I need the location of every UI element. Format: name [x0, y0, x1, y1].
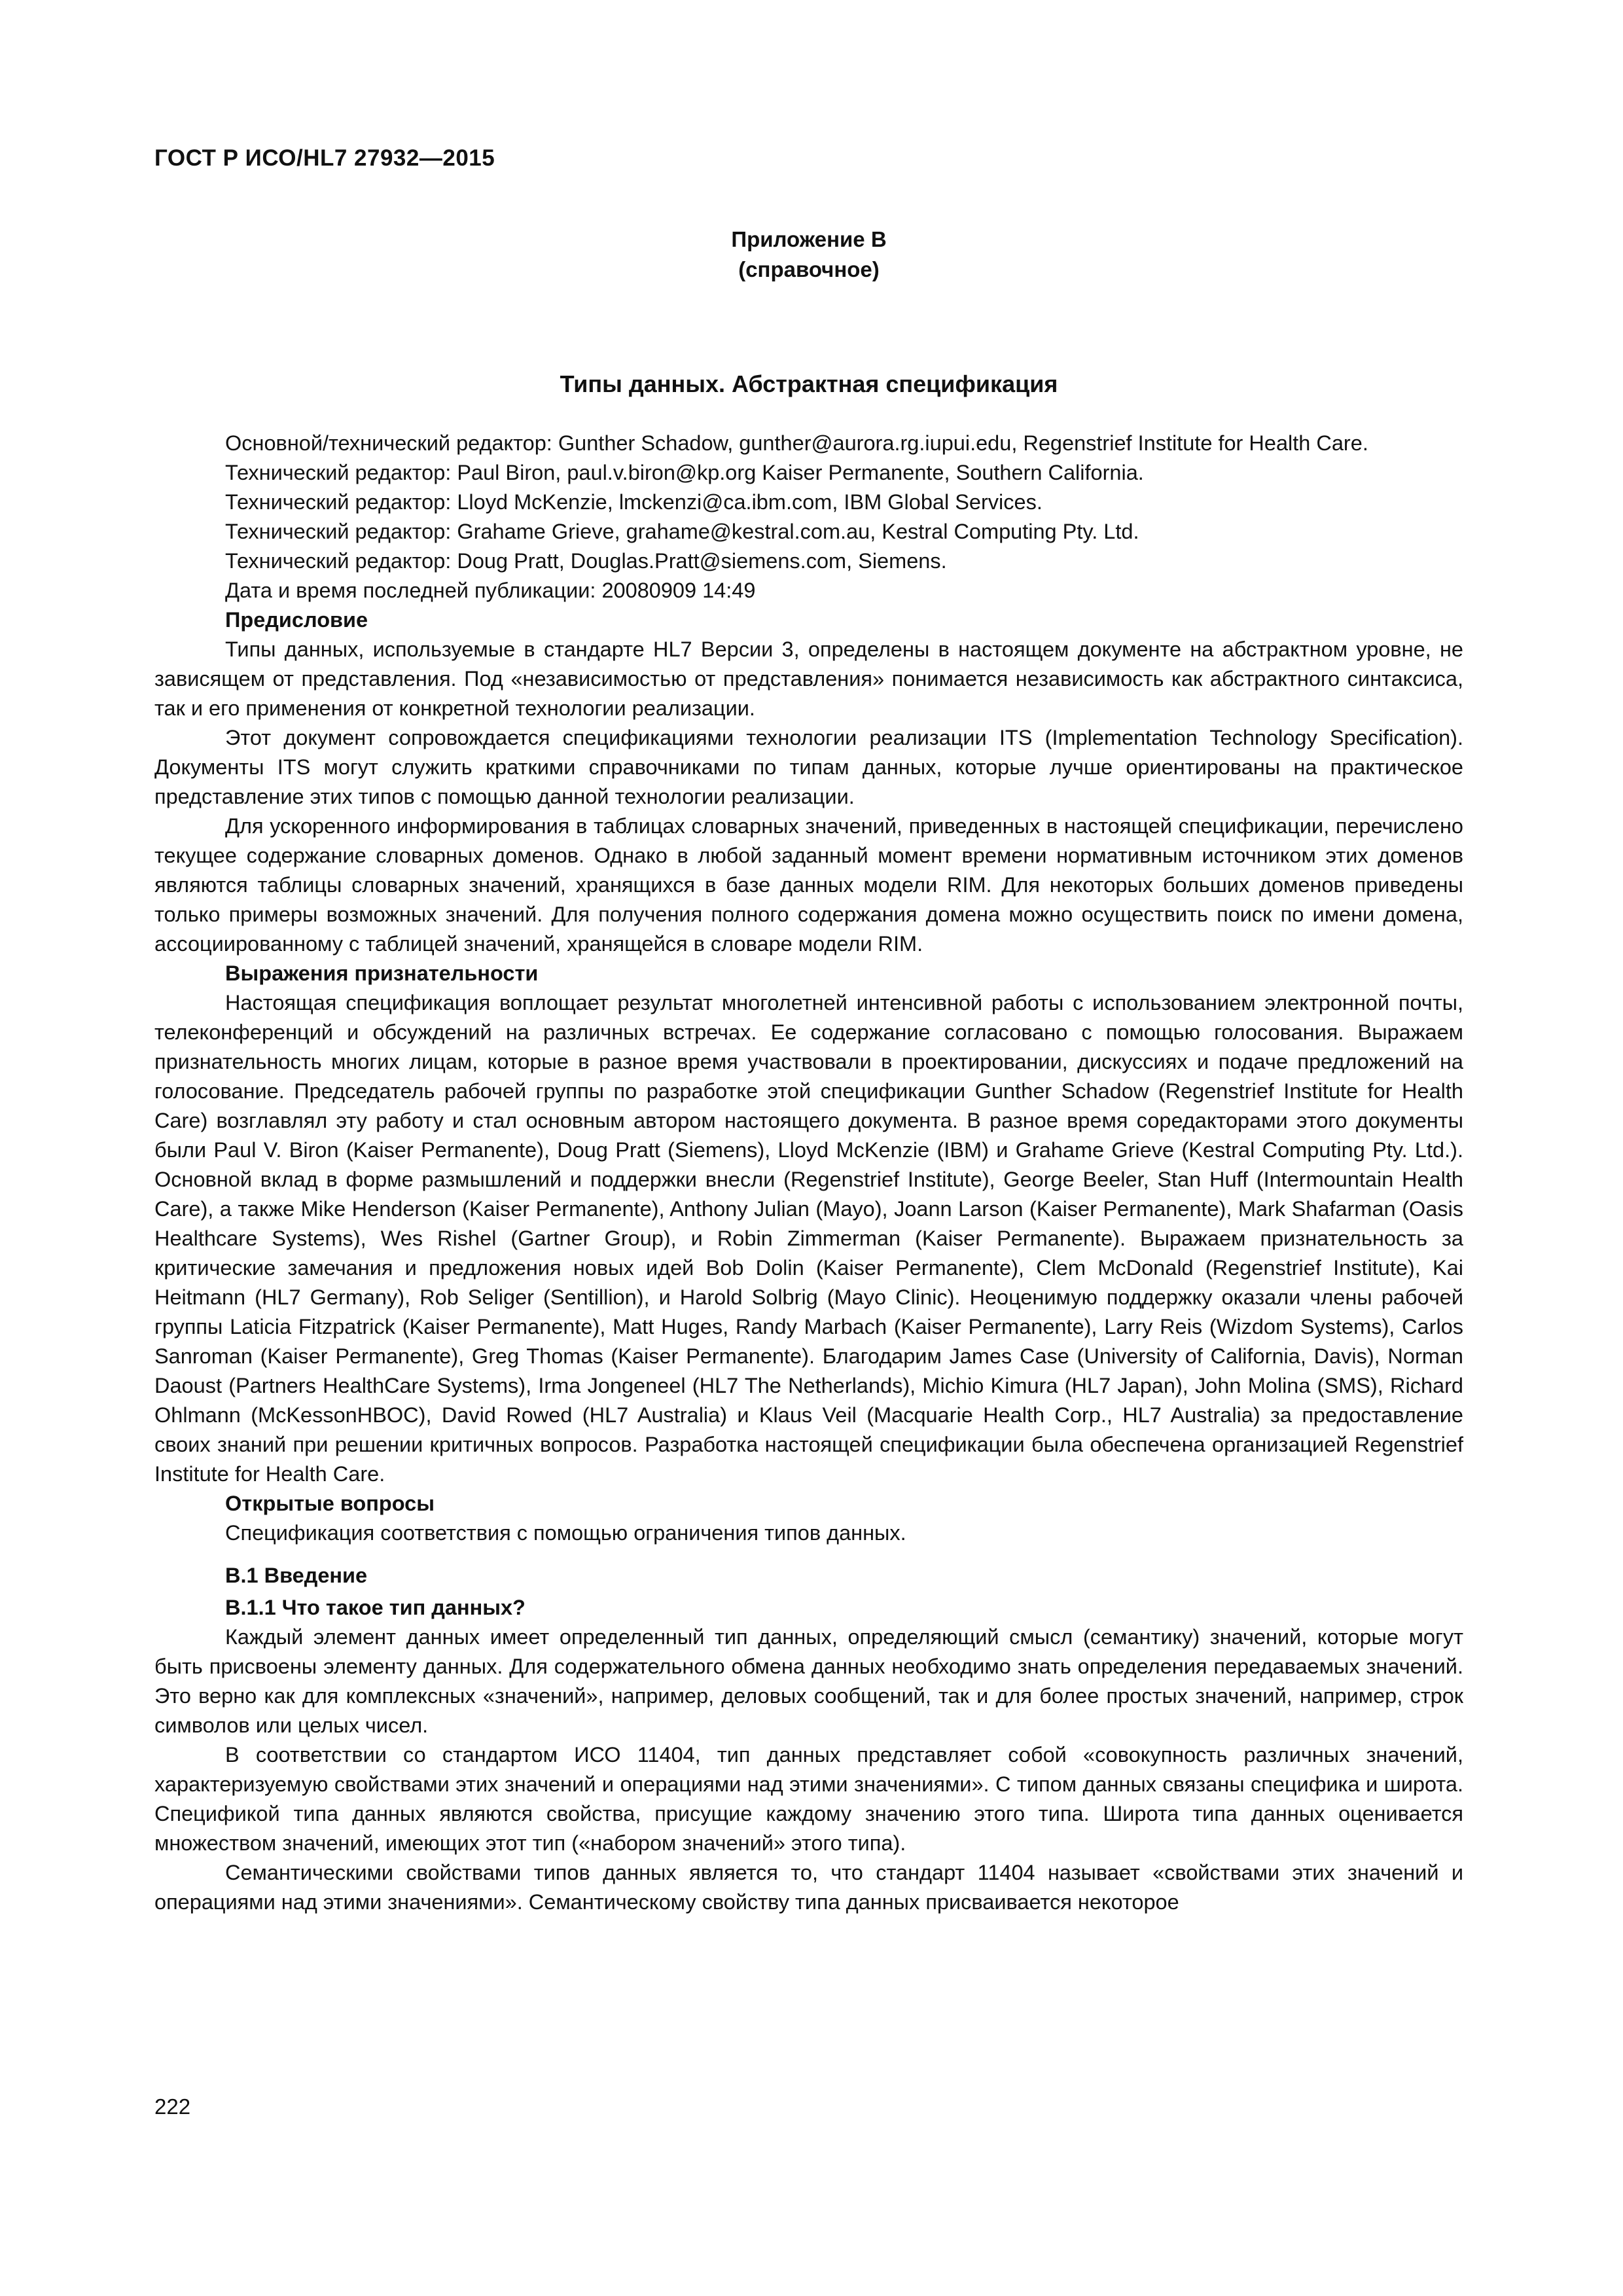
publication-date: Дата и время последней публикации: 20080909 14:49: [225, 579, 756, 602]
editor-line: Технический редактор: Doug Pratt, Douglas.Pratt@siemens.com, Siemens.: [225, 549, 947, 573]
appendix-type: (справочное): [738, 257, 880, 281]
page-number: 222: [154, 2094, 191, 2119]
section-b11-paragraph: В соответствии со стандартом ИСО 11404, тип данных представляет собой «совокупность различных значений, характеризуемую свойствами этих значений и операциями над этими значениями». С типом данных связаны специфика и широта. Спецификой типа данных являются свойства, присущие каждому значению этого типа. Широта типа данных оценивается множеством значений, имеющих этот тип («набором значений» этого типа).: [154, 1743, 1463, 1855]
section-b1-heading: В.1 Введение: [225, 1564, 368, 1587]
section-b11-heading: В.1.1 Что такое тип данных?: [225, 1596, 526, 1619]
foreword-paragraph: Типы данных, используемые в стандарте HL7 Версии 3, определены в настоящем документе на абстрактном уровне, не зависящем от представления. Под «независимостью от представления» понимается независимость как абстрактного синтаксиса, так и его применения от конкретной технологии реализации.: [154, 637, 1463, 720]
document-body: [154, 429, 1463, 1917]
appendix-heading: [154, 224, 1463, 285]
foreword-paragraph: Для ускоренного информирования в таблицах словарных значений, приведенных в настоящей спецификации, перечислено текущее содержание словарных доменов. Однако в любой заданный момент времени нормативным источником этих доменов являются таблицы словарных значений, хранящихся в базе данных модели RIM. Для некоторых больших доменов приведены только примеры возможных значений. Для получения полного содержания домена можно осуществить поиск по имени домена, ассоциированному с таблицей значений, хранящейся в словаре модели RIM.: [154, 814, 1463, 956]
standard-header: ГОСТ Р ИСО/HL7 27932—2015: [154, 145, 495, 171]
acknowledgements-paragraph: Настоящая спецификация воплощает результат многолетней интенсивной работы с использованием электронной почты, телеконференций и обсуждений на различных встречах. Ее содержание согласовано с помощью голосования. Выражаем признательность многих лицам, которые в разное время участвовали в проектировании, дискуссиях и подаче предложений на голосование. Председатель рабочей группы по разработке этой спецификации Gunther Schadow (Regenstrief Institute for Health Care) возглавлял эту работу и стал основным автором настоящего документа. В разное время соредакторами этого документы были Paul V. Biron (Kaiser Permanente), Doug Pratt (Siemens), Lloyd McKenzie (IBM) и Grahame Grieve (Kestral Computing Pty. Ltd.). Основной вклад в форме размышлений и поддержки внесли (Regenstrief Institute), George Beeler, Stan Huff (Intermountain Health Care), а также Mike Henderson (Kaiser Permanente), Anthony Julian (Mayo), Joann Larson (Kaiser Permanente), Mark Shafarman (Oasis Healthcare Systems), Wes Rishel (Gartner Group), и Robin Zimmerman (Kaiser Permanente). Выражаем признательность за критические замечания и предложения новых идей Bob Dolin (Kaiser Permanente), Clem McDonald (Regenstrief Institute), Kai Heitmann (HL7 Germany), Rob Seliger (Sentillion), и Harold Solbrig (Mayo Clinic). Неоценимую поддержку оказали члены рабочей группы Laticia Fitzpatrick (Kaiser Permanente), Matt Huges, Randy Marbach (Kaiser Permanente), Larry Reis (Wizdom Systems), Carlos Sanroman (Kaiser Permanente), Greg Thomas (Kaiser Permanente). Благодарим James Case (University of California, Davis), Norman Daoust (Partners HealthCare Systems), Irma Jongeneel (HL7 The Netherlands), Michio Kimura (HL7 Japan), John Molina (SMS), Richard Ohlmann (McKessonHBOC), David Rowed (HL7 Australia) и Klaus Veil (Macquarie Health Corp., HL7 Australia) за предоставление своих знаний при решении критичных вопросов. Разработка настоящей спецификации была обеспечена организацией Regenstrief Institute for Health Care.: [154, 991, 1463, 1486]
open-questions-paragraph: Спецификация соответствия с помощью ограничения типов данных.: [225, 1521, 906, 1545]
foreword-heading: Предисловие: [225, 608, 368, 632]
section-b11-paragraph: Семантическими свойствами типов данных является то, что стандарт 11404 называет «свойствами этих значений и операциями над этими значениями». Семантическому свойству типа данных присваивается некоторое: [154, 1861, 1463, 1914]
document-title: Типы данных. Абстрактная спецификация: [560, 370, 1058, 397]
appendix-label: Приложение В: [731, 227, 887, 251]
editor-line: Технический редактор: Lloyd McKenzie, lmckenzi@ca.ibm.com, IBM Global Services.: [225, 490, 1043, 514]
open-questions-heading: Открытые вопросы: [225, 1492, 435, 1515]
editor-line: Основной/технический редактор: Gunther Schadow, gunther@aurora.rg.iupui.edu, Regenstrief Institute for Health Care.: [225, 431, 1368, 455]
section-b11-paragraph: Каждый элемент данных имеет определенный тип данных, определяющий смысл (семантику) значений, которые могут быть присвоены элементу данных. Для содержательного обмена данных необходимо знать определения передаваемых значений. Это верно как для комплексных «значений», например, деловых сообщений, так и для более простых значений, например, строк символов или целых чисел.: [154, 1625, 1463, 1737]
acknowledgements-heading: Выражения признательности: [225, 961, 539, 985]
foreword-paragraph: Этот документ сопровождается спецификациями технологии реализации ITS (Implementation Technology Specification). Документы ITS могут служить краткими справочниками по типам данных, которые лучше ориентированы на практическое представление этих типов с помощью данной технологии реализации.: [154, 726, 1463, 808]
editor-line: Технический редактор: Paul Biron, paul.v.biron@kp.org Kaiser Permanente, Southern California.: [225, 461, 1144, 484]
editor-line: Технический редактор: Grahame Grieve, grahame@kestral.com.au, Kestral Computing Pty. Ltd.: [225, 520, 1139, 543]
